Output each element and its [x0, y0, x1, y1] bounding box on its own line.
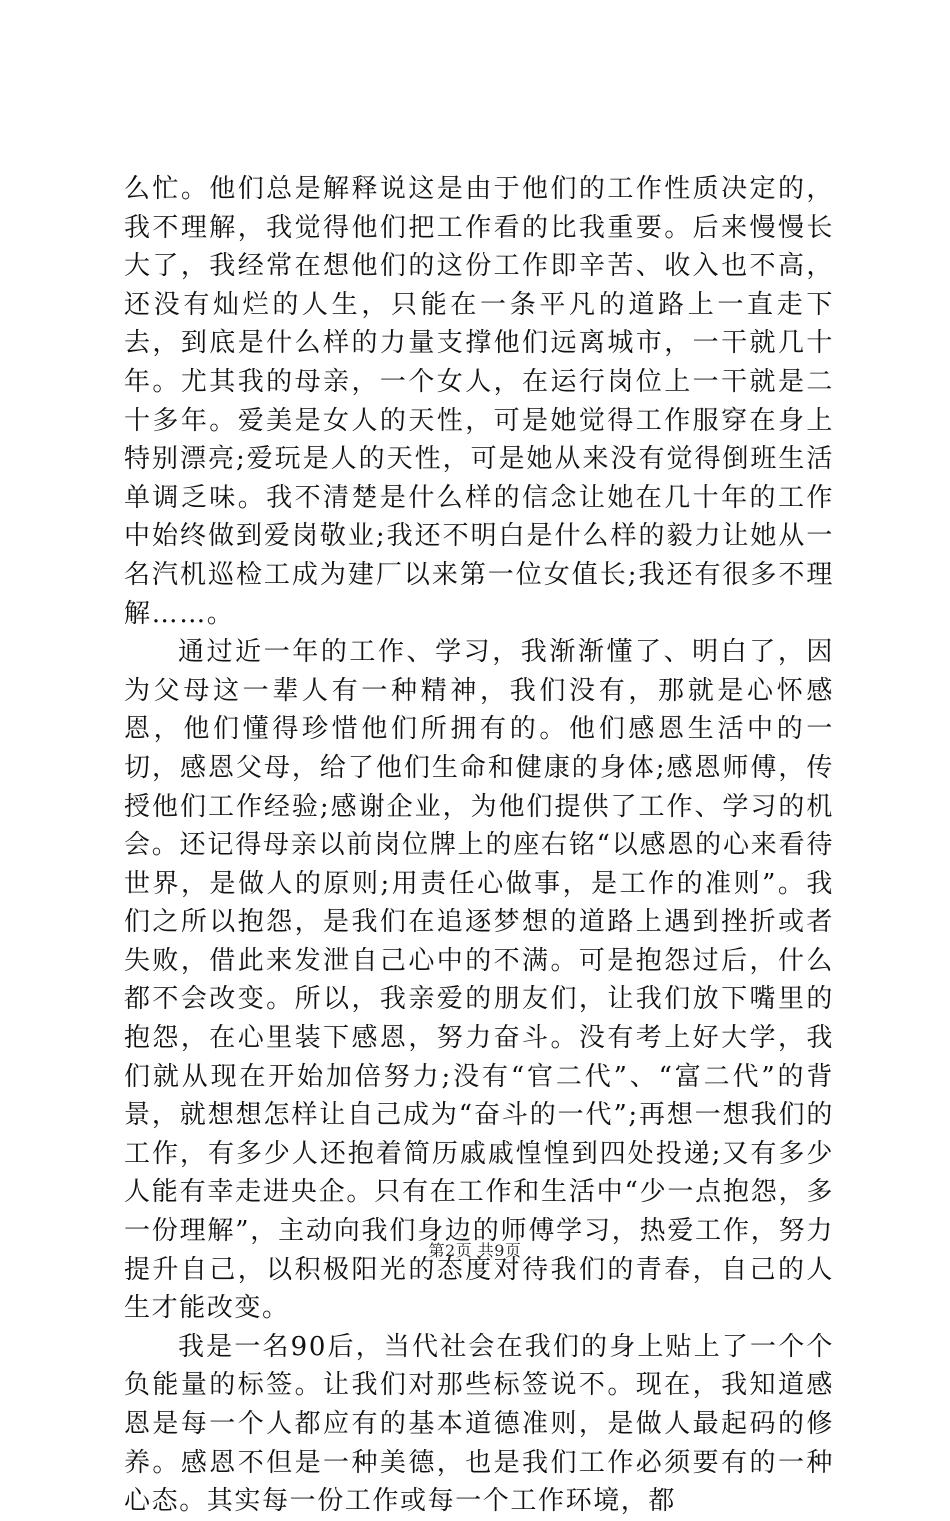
paragraph-3: 我是一名90后，当代社会在我们的身上贴上了一个个负能量的标签。让我们对那些标签说不。现在，我知道感恩是每一个人都应有的基本道德准则，是做人最起码的修养。感恩不但是一种美德，也是我们工作必须要有的一种心态。其实每一份工作或每一个工作环境，都: [124, 1331, 834, 1517]
page-number-footer: 第2页 共9页: [428, 1241, 522, 1260]
document-body: [124, 170, 834, 1521]
paragraph-2: 通过近一年的工作、学习，我渐渐懂了、明白了，因为父母这一辈人有一种精神，我们没有，那就是心怀感恩，他们懂得珍惜他们所拥有的。他们感恩生活中的一切，感恩父母，给了他们生命和健康的身体;感恩师傅，传授他们工作经验;感谢企业，为他们提供了工作、学习的机会。还记得母亲以前岗位牌上的座右铭“以感恩的心来看待世界，是做人的原则;用责任心做事，是工作的准则”。我们之所以抱怨，是我们在追逐梦想的道路上遇到挫折或者失败，借此来发泄自己心中的不满。可是抱怨过后，什么都不会改变。所以，我亲爱的朋友们，让我们放下嘴里的抱怨，在心里装下感恩，努力奋斗。没有考上好大学，我们就从现在开始加倍努力;没有“官二代”、“富二代”的背景，就想想怎样让自己成为“奋斗的一代”;再想一想我们的工作，有多少人还抱着简历戚戚惶惶到四处投递;又有多少人能有幸走进央企。只有在工作和生活中“少一点抱怨，多一份理解”，主动向我们身边的师傅学习，热爱工作，努力提升自己，以积极阳光的态度对待我们的青春，自己的人生才能改变。: [124, 637, 834, 1324]
paragraph-1: 么忙。他们总是解释说这是由于他们的工作性质决定的，我不理解，我觉得他们把工作看的比我重要。后来慢慢长大了，我经常在想他们的这份工作即辛苦、收入也不高，还没有灿烂的人生，只能在一条平凡的道路上一直走下去，到底是什么样的力量支撑他们远离城市，一干就几十年。尤其我的母亲，一个女人，在运行岗位上一干就是二十多年。爱美是女人的天性，可是她觉得工作服穿在身上特别漂亮;爱玩是人的天性，可是她从来没有觉得倒班生活单调乏味。我不清楚是什么样的信念让她在几十年的工作中始终做到爱岗敬业;我还不明白是什么样的毅力让她从一名汽机巡检工成为建厂以来第一位女值长;我还有很多不理解……。: [124, 174, 834, 629]
